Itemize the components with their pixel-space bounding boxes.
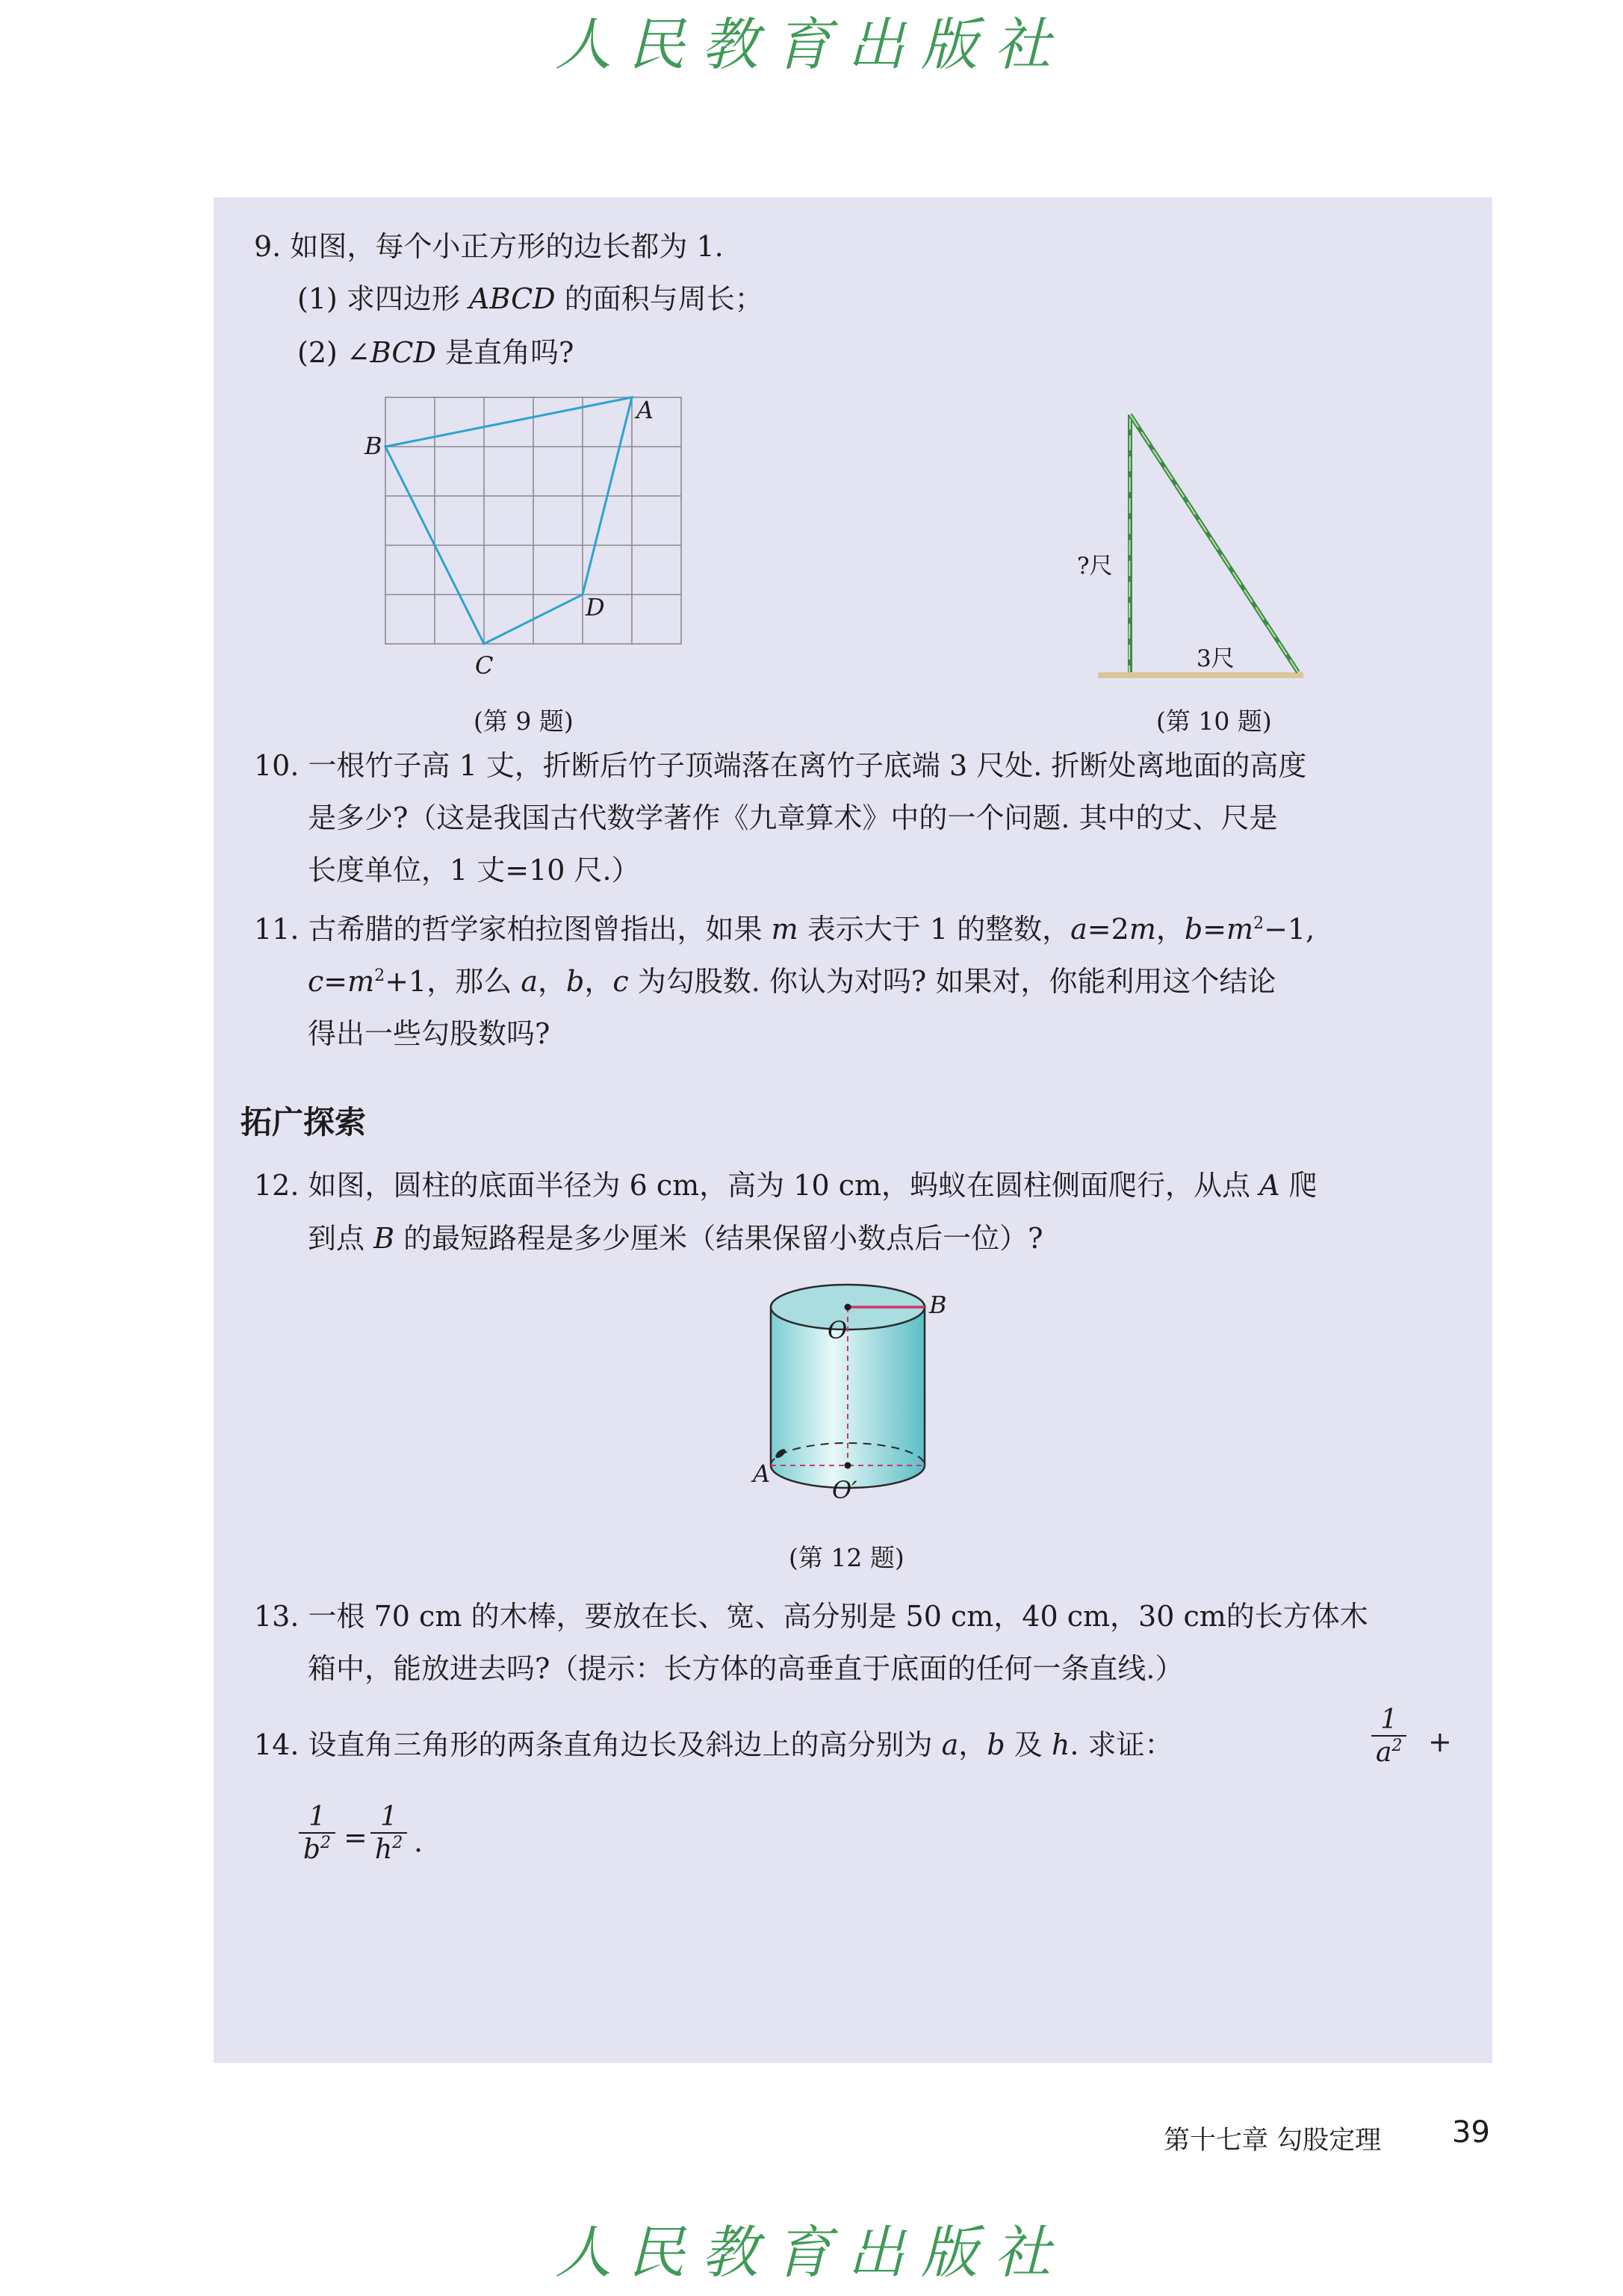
publisher-logo-text: 人民教育出版社 <box>555 11 1067 78</box>
publisher-logo-text: 人民教育出版社 <box>555 2219 1067 2286</box>
problem-11-line-2: $c=m^2+1$，那么 a，b，c 为勾股数. 你认为对吗? 如果对，你能利用这个结论 <box>308 965 1276 998</box>
label-b: B <box>364 432 382 460</box>
problem-number: 10. <box>254 749 300 782</box>
fraction-1-over-a-squared: $\frac{1}{a^2}$ <box>1371 1704 1406 1769</box>
problem-13-line-2: 箱中，能放进去吗?（提示：长方体的高垂直于底面的任何一条直线.） <box>308 1652 1184 1685</box>
page-number: 39 <box>1452 2115 1490 2150</box>
figure-9-caption: (第 9 题) <box>474 707 574 736</box>
problem-number: 14. <box>254 1728 300 1761</box>
problem-number: 12. <box>254 1169 300 1202</box>
problem-12-line-1: 12. 如图，圆柱的底面半径为 6 cm，高为 10 cm，蚂蚁在圆柱侧面爬行，从点 A 爬 <box>254 1169 1318 1202</box>
center-o-prime <box>845 1462 851 1469</box>
figure-12-cylinder <box>739 1270 978 1516</box>
center-o <box>845 1304 851 1311</box>
problem-13-line-1: 13. 一根 70 cm 的木棒，要放在长、宽、高分别是 50 cm，40 cm，30 cm的长方体木 <box>254 1600 1368 1633</box>
problem-10-line-1: 10. 一根竹子高 1 丈，折断后竹子顶端落在离竹子底端 3 尺处. 折断处离地面的高度 <box>254 749 1307 782</box>
label-c: C <box>475 651 494 680</box>
problem-number: 11. <box>254 913 300 946</box>
plus-sign: + <box>1428 1725 1452 1758</box>
grid-lines <box>385 397 681 644</box>
problem-9-stem: 9. 如图，每个小正方形的边长都为 1. <box>254 230 724 263</box>
publisher-watermark-top <box>0 3 1623 85</box>
label-base-distance: 3尺 <box>1197 645 1235 672</box>
label-a: A <box>753 1459 771 1488</box>
figure-10-caption: (第 10 题) <box>1156 707 1272 736</box>
label-b: B <box>929 1291 947 1319</box>
figure-12-caption: (第 12 题) <box>789 1543 904 1572</box>
publisher-watermark-bottom <box>0 2211 1623 2293</box>
problem-12-line-2: 到点 B 的最短路程是多少厘米（结果保留小数点后一位）? <box>308 1222 1043 1255</box>
figure-9-grid-quadrilateral <box>351 388 702 687</box>
label-o: O <box>828 1316 848 1344</box>
label-o-prime: O′ <box>832 1476 857 1504</box>
fraction-1-over-h-squared: $\frac{1}{h^2}$ <box>370 1802 407 1867</box>
problem-10-line-2: 是多少?（这是我国古代数学著作《九章算术》中的一个问题. 其中的丈、尺是 <box>308 801 1278 834</box>
section-title: 拓广探索 <box>240 1104 367 1141</box>
problem-10-line-3: 长度单位，1 丈=10 尺.） <box>308 854 640 887</box>
label-unknown-height: ?尺 <box>1077 553 1113 580</box>
problem-11-line-1: 11. 古希腊的哲学家柏拉图曾指出，如果 m 表示大于 1 的整数，a=2m，$b=m^2-1$, <box>254 913 1315 946</box>
problem-11-line-3: 得出一些勾股数吗? <box>308 1017 550 1050</box>
label-d: D <box>586 593 605 621</box>
figure-10-broken-bamboo <box>1061 396 1359 695</box>
problem-number: 13. <box>254 1600 300 1633</box>
label-a: A <box>636 396 654 424</box>
equals-sign: = <box>344 1821 367 1854</box>
problem-9-question-2: (2) ∠BCD 是直角吗? <box>297 336 574 369</box>
fraction-1-over-b-squared: $\frac{1}{b^2}$ <box>299 1802 335 1867</box>
problem-9-question-1: (1) 求四边形 ABCD 的面积与周长； <box>297 282 763 315</box>
problem-number: 9. <box>254 230 282 263</box>
problem-14-line-1: 14. 设直角三角形的两条直角边长及斜边上的高分别为 a，b 及 h. 求证： <box>254 1728 1173 1761</box>
period: . <box>414 1825 423 1858</box>
footer-chapter-title: 第十七章 勾股定理 <box>1164 2126 1382 2156</box>
ground-line <box>1098 672 1303 678</box>
